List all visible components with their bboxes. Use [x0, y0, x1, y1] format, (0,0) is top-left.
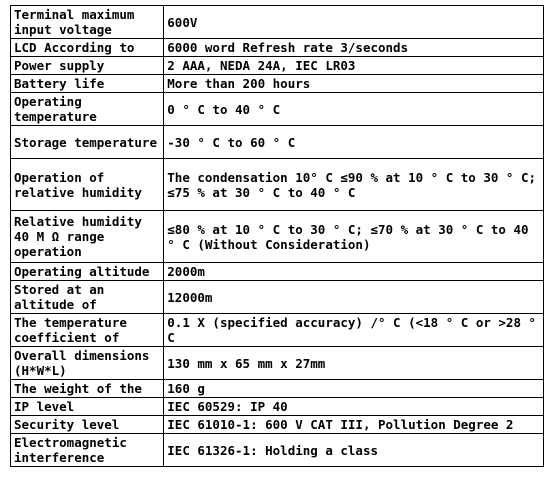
spec-value: IEC 60529: IP 40 [164, 398, 544, 416]
spec-value: The condensation 10° C ≤90 % at 10 ° C to 30 ° C; ≤75 % at 30 ° C to 40 ° C [164, 159, 544, 211]
table-row [11, 314, 544, 347]
spec-label: Power supply [11, 57, 164, 75]
spec-label: Stored at an altitude of [11, 281, 164, 314]
spec-value: More than 200 hours [164, 75, 544, 93]
specifications-table [10, 5, 544, 467]
table-row [11, 126, 544, 159]
spec-label: Terminal maximum input voltage [11, 6, 164, 39]
table-row [11, 75, 544, 93]
spec-value: 0.1 X (specified accuracy) /° C (<18 ° C or >28 ° C [164, 314, 544, 347]
spec-value: IEC 61010-1: 600 V CAT III, Pollution Degree 2 [164, 416, 544, 434]
spec-label: IP level [11, 398, 164, 416]
spec-value: 12000m [164, 281, 544, 314]
spec-value: -30 ° C to 60 ° C [164, 126, 544, 159]
spec-value: 2000m [164, 263, 544, 281]
spec-value: ≤80 % at 10 ° C to 30 ° C; ≤70 % at 30 ° C to 40 ° C (Without Consideration) [164, 211, 544, 263]
spec-value: 130 mm x 65 mm x 27mm [164, 347, 544, 380]
table-row [11, 281, 544, 314]
spec-label: Operating temperature [11, 93, 164, 126]
table-row [11, 93, 544, 126]
table-row [11, 263, 544, 281]
spec-label: Security level [11, 416, 164, 434]
spec-label: Overall dimensions (H*W*L) [11, 347, 164, 380]
spec-label: Battery life [11, 75, 164, 93]
table-row [11, 398, 544, 416]
spec-label: The weight of the [11, 380, 164, 398]
spec-label: Operating altitude [11, 263, 164, 281]
table-row [11, 347, 544, 380]
spec-label: Storage temperature [11, 126, 164, 159]
table-row [11, 416, 544, 434]
spec-value: 600V [164, 6, 544, 39]
spec-value: IEC 61326-1: Holding a class [164, 434, 544, 467]
table-row [11, 57, 544, 75]
table-row [11, 159, 544, 211]
spec-value: 160 g [164, 380, 544, 398]
spec-label: LCD According to [11, 39, 164, 57]
spec-label: Electromagnetic interference [11, 434, 164, 467]
table-row [11, 211, 544, 263]
spec-label: The temperature coefficient of [11, 314, 164, 347]
table-row [11, 39, 544, 57]
spec-label: Operation of relative humidity [11, 159, 164, 211]
table-row [11, 434, 544, 467]
table-row [11, 380, 544, 398]
spec-label: Relative humidity 40 M Ω range operation [11, 211, 164, 263]
table-row [11, 6, 544, 39]
spec-value: 6000 word Refresh rate 3/seconds [164, 39, 544, 57]
spec-value: 0 ° C to 40 ° C [164, 93, 544, 126]
spec-value: 2 AAA, NEDA 24A, IEC LR03 [164, 57, 544, 75]
